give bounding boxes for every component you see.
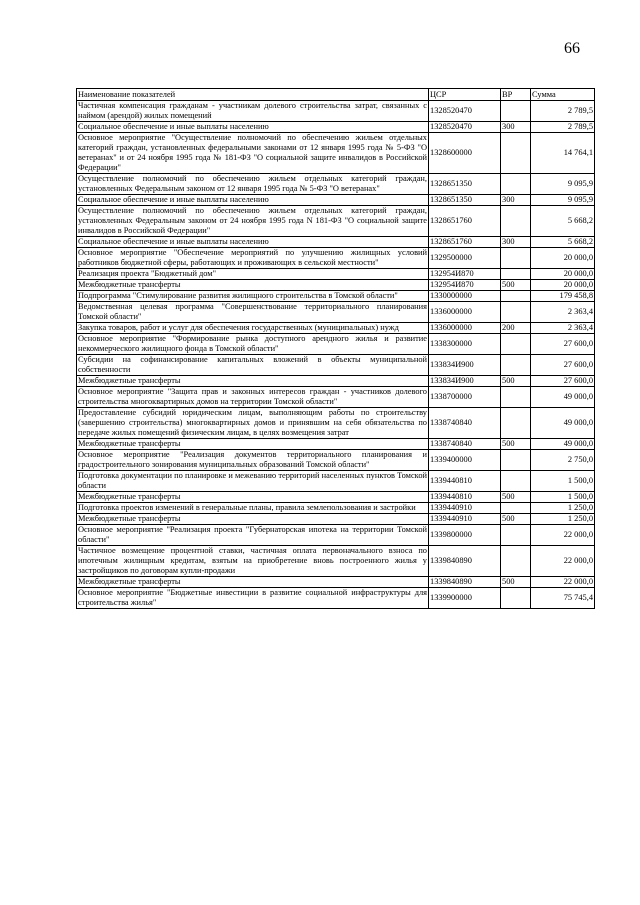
row-csr: 1328520470 [429,101,501,122]
row-sum: 1 500,0 [531,471,595,492]
row-vr [501,248,531,269]
row-sum: 49 000,0 [531,408,595,439]
table-row [77,206,595,237]
row-vr [501,302,531,323]
table-row [77,122,595,133]
row-sum: 14 764,1 [531,133,595,174]
row-name: Межбюджетные трансферты [77,514,429,525]
row-name: Межбюджетные трансферты [77,376,429,387]
row-vr [501,206,531,237]
table-header-row [77,89,595,101]
row-name: Социальное обеспечение и иные выплаты населению [77,195,429,206]
row-name: Основное мероприятие "Формирование рынка доступного арендного жилья и развитие некоммерческого жилищного фонда в Томской области" [78,334,427,353]
row-csr: 1336000000 [429,323,501,334]
table-row [77,355,595,376]
row-csr: 1338740840 [429,439,501,450]
row-sum: 5 668,2 [531,206,595,237]
table-row [77,237,595,248]
row-vr: 500 [501,280,531,291]
table-row [77,334,595,355]
row-csr: 1339440910 [429,514,501,525]
row-sum: 20 000,0 [531,269,595,280]
row-name: Осуществление полномочий по обеспечению жильем отдельных категорий граждан, установленных Федеральным законом от 24 ноября 1995 года N 181-ФЗ "О социальной защите инвалидов в Российской Федерации" [78,206,427,235]
table-row [77,101,595,122]
row-csr: 1339440810 [429,492,501,503]
row-sum: 27 600,0 [531,355,595,376]
row-name: Основное мероприятие "Бюджетные инвестиции в развитие социальной инфраструктуры для строительства жилья" [78,588,427,607]
row-name: Предоставление субсидий юридическим лицам, выполняющим работы по строительству (завершению строительства) многоквартирных домов и принявшим на себя обязательства по передаче жилых помещений физическим лицам, в целях возмещения затрат [78,408,427,437]
row-sum: 27 600,0 [531,376,595,387]
row-sum: 22 000,0 [531,546,595,577]
table-row [77,588,595,609]
row-name: Ведомственная целевая программа "Совершенствование территориального планирования Томской области" [78,302,427,321]
row-vr [501,525,531,546]
row-csr: 132954И870 [429,269,501,280]
row-name: Основное мероприятие "Реализация проекта "Губернаторская ипотека на территории Томской области" [78,525,427,544]
row-vr [501,355,531,376]
row-csr: 1328600000 [429,133,501,174]
row-name: Осуществление полномочий по обеспечению жильем отдельных категорий граждан, установленных Федеральным законом от 12 января 1995 года № 5-ФЗ "О ветеранах" [78,174,427,193]
row-sum: 27 600,0 [531,334,595,355]
row-name: Основное мероприятие "Осуществление полномочий по обеспечению жильем отдельных категорий граждан, установленных федеральными законами от 12 января 1995 года № 5-ФЗ "О ветеранах" и от 24 ноября 1995 года № 181-ФЗ "О социальной защите инвалидов в Российской Федерации" [78,133,427,172]
row-csr: 133834И900 [429,355,501,376]
row-vr [501,174,531,195]
row-sum: 49 000,0 [531,387,595,408]
row-csr: 1336000000 [429,302,501,323]
row-name: Закупка товаров, работ и услуг для обеспечения государственных (муниципальных) нужд [77,323,429,334]
row-sum: 1 250,0 [531,514,595,525]
row-csr: 1328651350 [429,195,501,206]
row-sum: 5 668,2 [531,237,595,248]
row-vr: 500 [501,577,531,588]
row-sum: 9 095,9 [531,195,595,206]
row-csr: 1338300000 [429,334,501,355]
budget-table [76,88,595,609]
table-row [77,546,595,577]
row-csr: 1339840890 [429,546,501,577]
table-row [77,323,595,334]
row-csr: 1328651760 [429,237,501,248]
table-row [77,269,595,280]
row-sum: 20 000,0 [531,248,595,269]
row-vr: 300 [501,122,531,133]
row-name: Межбюджетные трансферты [77,439,429,450]
table-row [77,302,595,323]
table-row [77,248,595,269]
row-vr [501,546,531,577]
row-vr [501,450,531,471]
row-csr: 1328520470 [429,122,501,133]
row-name: Основное мероприятие "Обеспечение мероприятий по улучшению жилищных условий работников бюджетной сферы, работающих и проживающих в сельской местности" [78,248,427,267]
row-vr: 500 [501,514,531,525]
row-sum: 1 250,0 [531,503,595,514]
row-csr: 1330000000 [429,291,501,302]
row-name: Межбюджетные трансферты [77,492,429,503]
page-number: 66 [564,40,580,57]
row-csr: 1329500000 [429,248,501,269]
row-csr: 1339400000 [429,450,501,471]
row-vr [501,269,531,280]
row-name: Социальное обеспечение и иные выплаты населению [77,237,429,248]
table-row [77,492,595,503]
row-csr: 1339440910 [429,503,501,514]
row-csr: 1339900000 [429,588,501,609]
row-vr [501,334,531,355]
row-csr: 1339440810 [429,471,501,492]
row-name: Социальное обеспечение и иные выплаты населению [77,122,429,133]
row-csr: 1339800000 [429,525,501,546]
table-row [77,408,595,439]
header-vr: ВР [501,89,531,101]
row-vr [501,291,531,302]
row-vr: 500 [501,492,531,503]
row-csr: 1328651760 [429,206,501,237]
row-name: Реализация проекта "Бюджетный дом" [77,269,429,280]
row-vr: 200 [501,323,531,334]
row-sum: 75 745,4 [531,588,595,609]
table-row [77,376,595,387]
row-sum: 2 789,5 [531,122,595,133]
row-sum: 9 095,9 [531,174,595,195]
row-sum: 2 363,4 [531,302,595,323]
header-sum: Сумма [531,89,595,101]
table-row [77,450,595,471]
row-name: Подготовка документации по планировке и межеванию территорий населенных пунктов Томской области [78,471,427,490]
row-name: Подготовка проектов изменений в генеральные планы, правила землепользования и застройки [77,503,429,514]
table-row [77,387,595,408]
row-sum: 20 000,0 [531,280,595,291]
table-row [77,439,595,450]
header-csr: ЦСР [429,89,501,101]
table-row [77,291,595,302]
row-vr [501,471,531,492]
row-vr [501,101,531,122]
table-row [77,471,595,492]
row-vr: 500 [501,439,531,450]
row-name: Основное мероприятие "Реализация документов территориального планирования и градостроительного зонирования муниципальных образований Томской области" [78,450,427,469]
table-row [77,195,595,206]
row-vr [501,503,531,514]
row-vr [501,588,531,609]
row-csr: 1338740840 [429,408,501,439]
row-csr: 1338700000 [429,387,501,408]
row-csr: 132954И870 [429,280,501,291]
table-row [77,514,595,525]
row-vr [501,387,531,408]
table-row [77,577,595,588]
row-vr: 500 [501,376,531,387]
header-name: Наименование показателей [77,89,429,101]
row-name: Межбюджетные трансферты [77,280,429,291]
row-name: Частичное возмещение процентной ставки, частичная оплата первоначального взноса по ипотечным жилищным кредитам, взятым на приобретение вновь построенного жилья у застройщиков по договорам купли-продажи [78,546,427,575]
row-name: Подпрограмма "Стимулирование развития жилищного строительства в Томской области" [77,291,429,302]
row-csr: 133834И900 [429,376,501,387]
row-sum: 1 500,0 [531,492,595,503]
table-row [77,525,595,546]
table-row [77,133,595,174]
row-sum: 179 458,8 [531,291,595,302]
row-csr: 1328651350 [429,174,501,195]
row-vr [501,133,531,174]
row-sum: 22 000,0 [531,577,595,588]
row-csr: 1339840890 [429,577,501,588]
table-row [77,503,595,514]
row-sum: 2 363,4 [531,323,595,334]
row-sum: 22 000,0 [531,525,595,546]
row-vr [501,408,531,439]
row-name: Частичная компенсация гражданам - участникам долевого строительства затрат, связанных с наймом (арендой) жилых помещений [78,101,427,120]
row-sum: 2 750,0 [531,450,595,471]
row-sum: 49 000,0 [531,439,595,450]
row-name: Основное мероприятие "Защита прав и законных интересов граждан - участников долевого строительства многоквартирных домов на территории Томской области" [78,387,427,406]
table-row [77,174,595,195]
table-row [77,280,595,291]
row-vr: 300 [501,237,531,248]
row-name: Субсидии на софинансирование капитальных вложений в объекты муниципальной собственности [78,355,427,374]
row-name: Межбюджетные трансферты [77,577,429,588]
row-sum: 2 789,5 [531,101,595,122]
row-vr: 300 [501,195,531,206]
